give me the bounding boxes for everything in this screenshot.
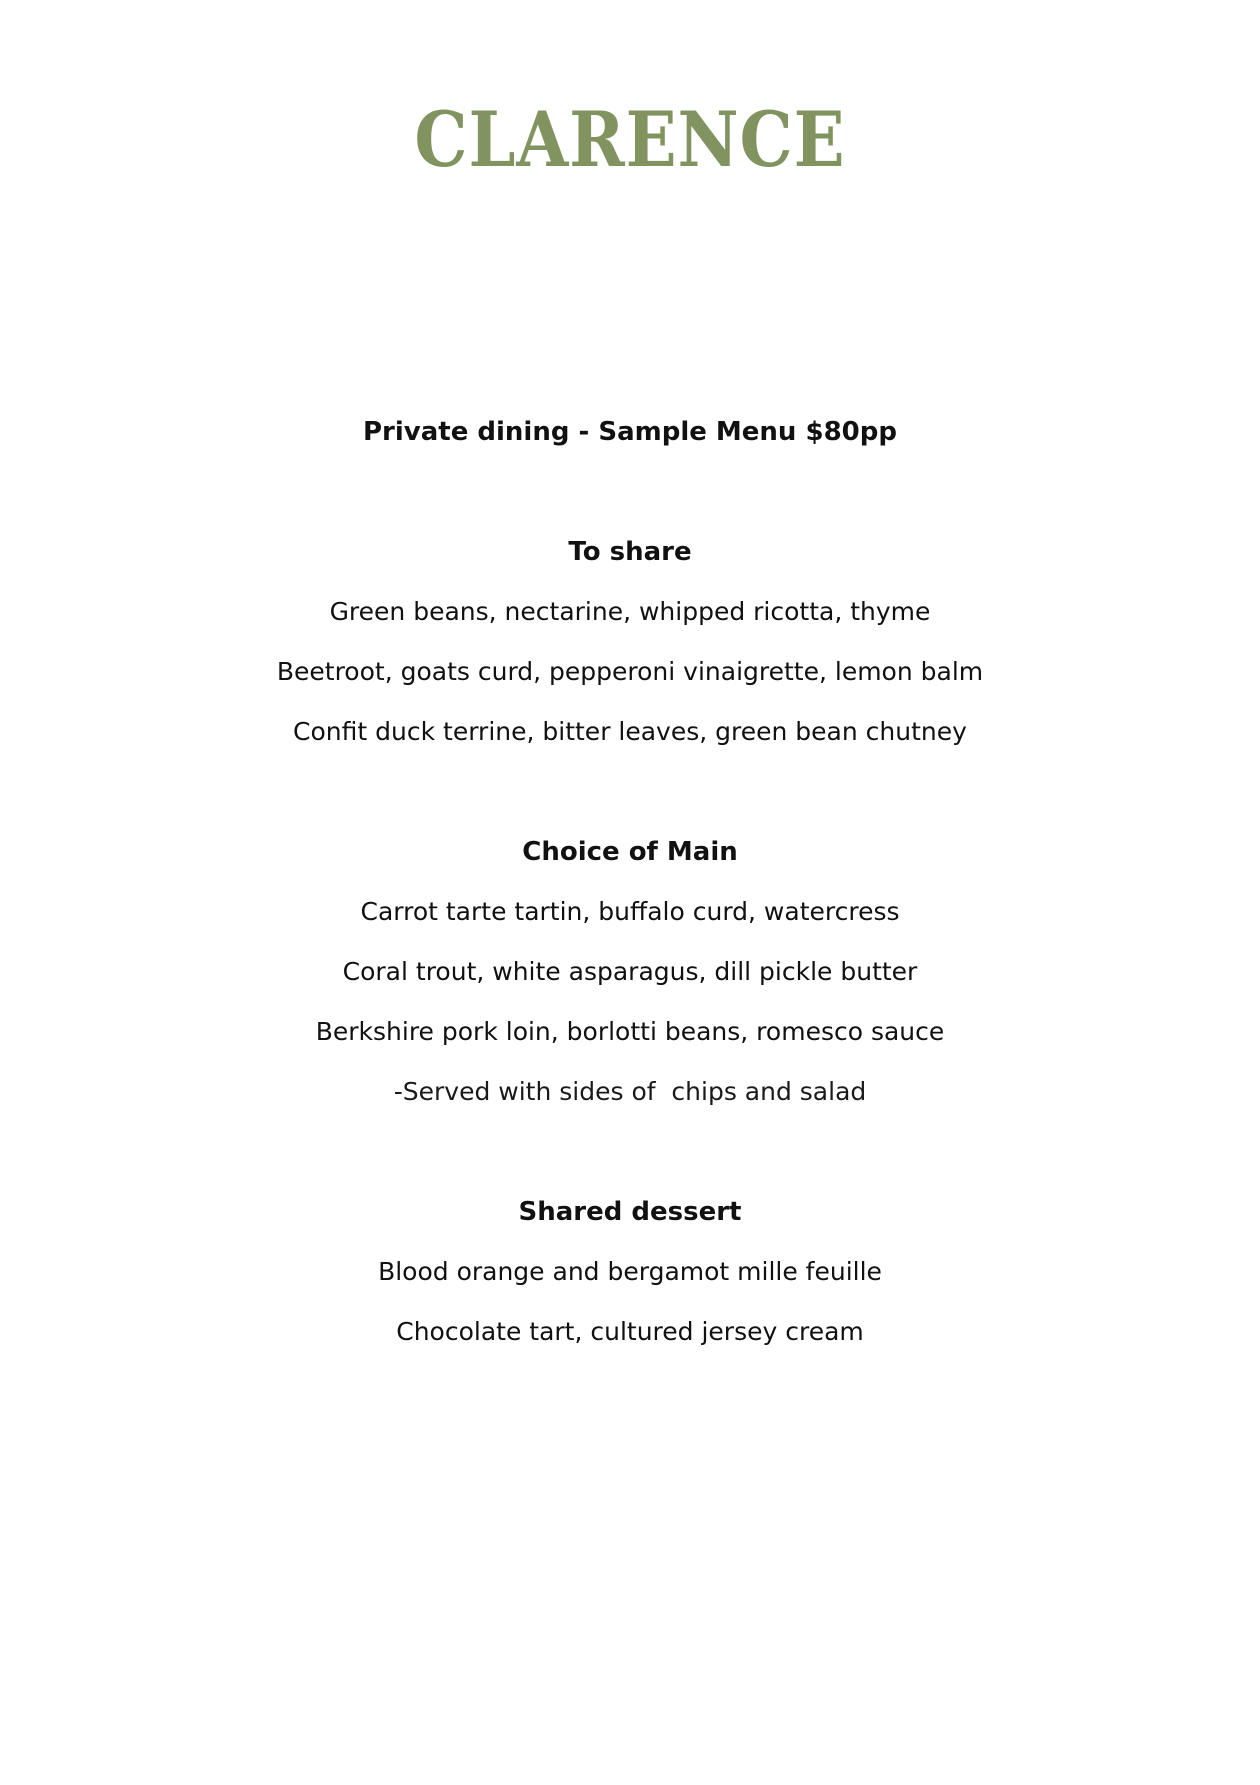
menu-item: Chocolate tart, cultured jersey cream xyxy=(396,1317,864,1346)
menu-item: Berkshire pork loin, borlotti beans, romesco sauce xyxy=(315,1017,945,1046)
brand-logo xyxy=(0,95,1260,184)
menu-item: Coral trout, white asparagus, dill pickle butter xyxy=(342,957,918,986)
sides-note: -Served with sides of chips and salad xyxy=(393,1077,867,1106)
section-heading-to-share: To share xyxy=(568,537,692,567)
menu-item: Beetroot, goats curd, pepperoni vinaigrette, lemon balm xyxy=(276,657,984,686)
menu-item: Blood orange and bergamot mille feuille xyxy=(378,1257,882,1286)
section-heading-shared-dessert: Shared dessert xyxy=(518,1197,742,1227)
menu-item: Carrot tarte tartin, buffalo curd, watercress xyxy=(360,897,900,926)
menu-item: Green beans, nectarine, whipped ricotta, thyme xyxy=(329,597,931,626)
menu-title: Private dining - Sample Menu $80pp xyxy=(362,417,897,447)
menu-item: Confit duck terrine, bitter leaves, green bean chutney xyxy=(293,717,967,746)
section-heading-choice-of-main: Choice of Main xyxy=(522,837,738,867)
brand-logo-text: CLARENCE xyxy=(414,95,846,184)
